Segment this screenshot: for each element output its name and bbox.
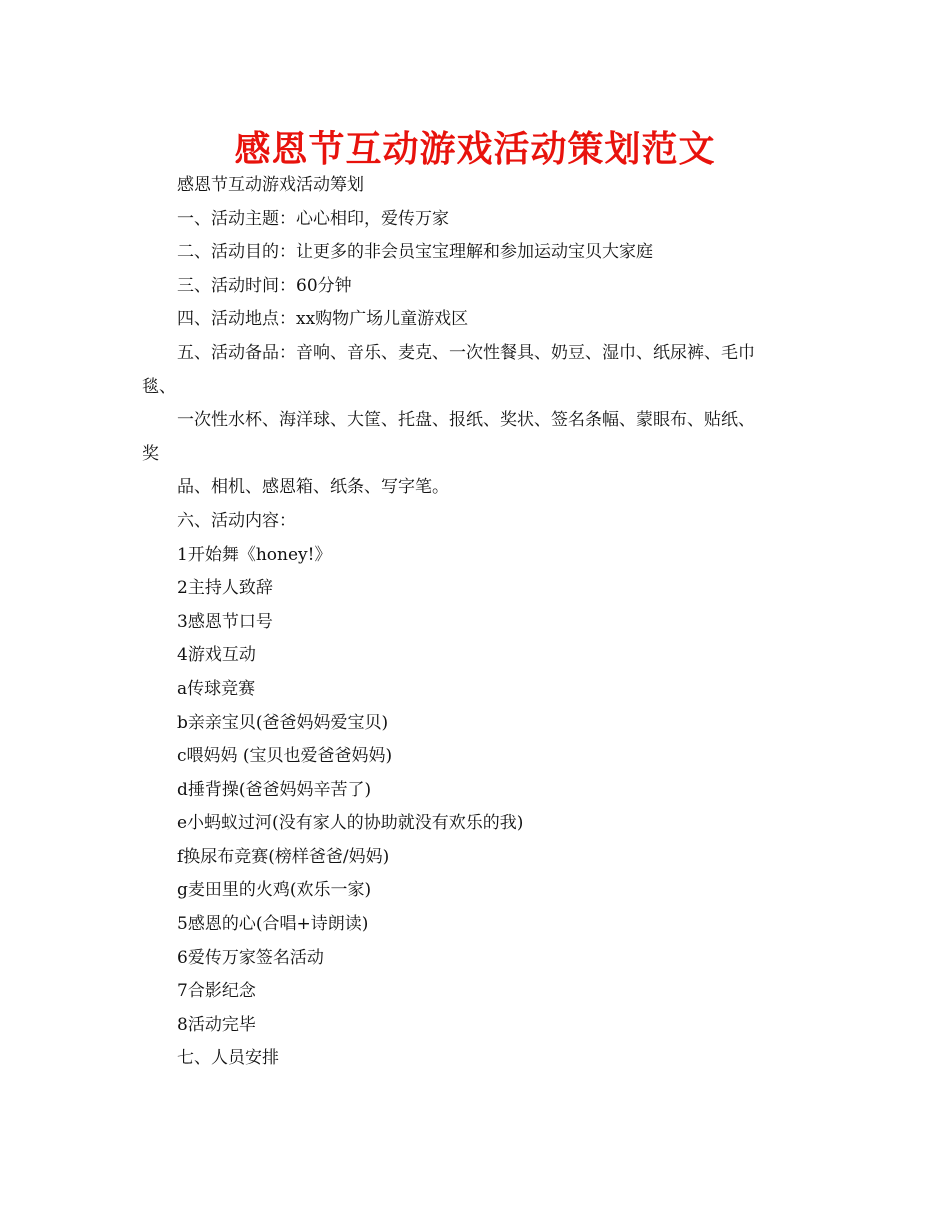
paragraph-line: e小蚂蚁过河(没有家人的协助就没有欢乐的我) bbox=[177, 813, 524, 834]
document-title: 感恩节互动游戏活动策划范文 bbox=[234, 129, 716, 170]
paragraph-line: d捶背操(爸爸妈妈辛苦了) bbox=[177, 779, 372, 800]
paragraph-line: 7合影纪念 bbox=[177, 981, 256, 1002]
paragraph-line: a传球竞赛 bbox=[177, 678, 256, 699]
paragraph-line: 五、活动备品：音响、音乐、麦克、一次性餐具、奶豆、湿巾、纸尿裤、毛巾 bbox=[177, 342, 755, 363]
paragraph-line: 8活动完毕 bbox=[177, 1014, 256, 1035]
document-body bbox=[142, 169, 814, 1076]
paragraph-line: c喂妈妈 (宝贝也爱爸爸妈妈) bbox=[177, 746, 393, 767]
paragraph-line: 品、相机、感恩箱、纸条、写字笔。 bbox=[177, 477, 449, 498]
paragraph-line: 6爱传万家签名活动 bbox=[177, 947, 324, 968]
paragraph-line: f换尿布竞赛(榜样爸爸/妈妈) bbox=[177, 846, 390, 867]
paragraph-line: 1开始舞《honey!》 bbox=[177, 544, 332, 565]
paragraph-line: g麦田里的火鸡(欢乐一家) bbox=[177, 880, 372, 901]
paragraph-line: 5感恩的心(合唱+诗朗读) bbox=[177, 914, 369, 935]
paragraph-line-wrap: 毯、 bbox=[142, 376, 176, 397]
paragraph-line: 3感恩节口号 bbox=[177, 611, 273, 632]
paragraph-line: 4游戏互动 bbox=[177, 645, 256, 666]
paragraph-line-wrap: 奖 bbox=[142, 443, 159, 464]
paragraph-line: 六、活动内容： bbox=[177, 510, 296, 531]
paragraph-line: 2主持人致辞 bbox=[177, 578, 273, 599]
paragraph-line: 感恩节互动游戏活动筹划 bbox=[177, 175, 364, 195]
paragraph-line: 一、活动主题：心心相印，爱传万家 bbox=[177, 208, 449, 229]
paragraph-line: b亲亲宝贝(爸爸妈妈爱宝贝) bbox=[177, 712, 389, 733]
paragraph-line: 二、活动目的：让更多的非会员宝宝理解和参加运动宝贝大家庭 bbox=[177, 242, 653, 263]
paragraph-line: 一次性水杯、海洋球、大筐、托盘、报纸、奖状、签名条幅、蒙眼布、贴纸、 bbox=[177, 410, 755, 431]
paragraph-line: 七、人员安排 bbox=[177, 1048, 279, 1069]
paragraph-line: 三、活动时间：60分钟 bbox=[177, 275, 352, 296]
paragraph-line: 四、活动地点：xx购物广场儿童游戏区 bbox=[177, 309, 469, 330]
